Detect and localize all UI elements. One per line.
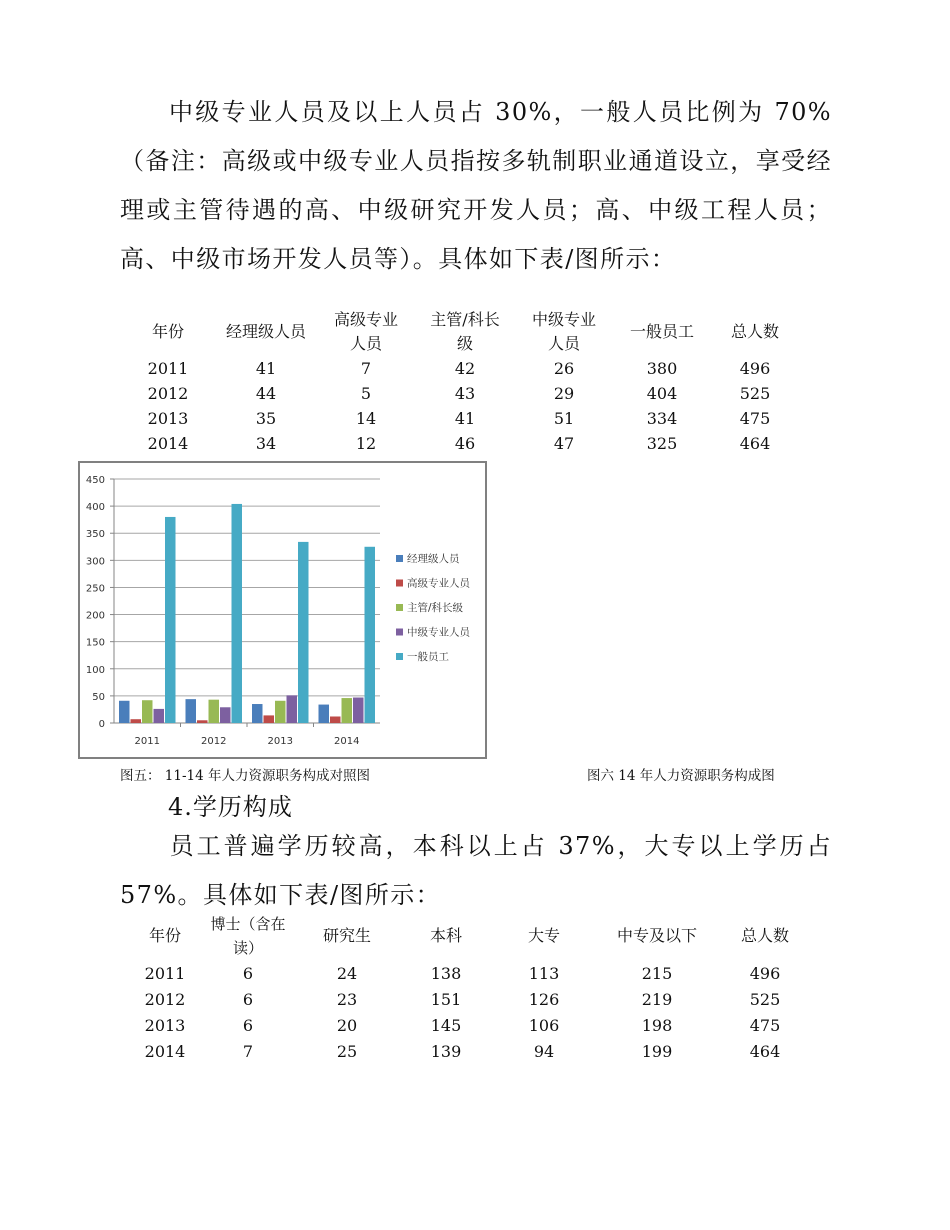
legend-label: 中级专业人员 [407,626,470,639]
y-tick-label: 250 [85,583,105,595]
bar [197,720,208,723]
table-header-total: 总人数 [740,926,789,945]
y-tick-label: 100 [85,664,105,676]
table-cell: 525 [739,384,771,403]
figure6-caption: 图六 14 年人力资源职务构成图 [587,768,775,784]
table-cell: 23 [336,989,358,1009]
table-header-secondary: 中专及以下 [616,926,697,945]
table-cell: 464 [749,1041,781,1061]
legend-label: 主管/科长级 [407,602,464,614]
table-cell: 126 [528,989,560,1009]
bar [186,699,197,723]
table-header-bachelor: 本科 [429,926,462,945]
table-cell: 219 [641,989,673,1009]
table-cell: 7 [360,359,372,378]
table-cell: 26 [553,359,575,378]
x-tick-label: 2013 [267,736,293,747]
y-tick-label: 0 [98,719,105,730]
bar [275,701,286,723]
legend-swatch [396,604,403,611]
bar [142,700,153,723]
legend-swatch [396,653,403,660]
bar [298,542,309,723]
table-cell: 7 [242,1041,254,1061]
table-cell: 6 [242,1015,254,1035]
education-paragraph [120,822,832,920]
table-cell: 94 [533,1041,555,1061]
section-heading-education: 4.学历构成 [168,793,293,821]
table-cell-year: 2012 [144,989,186,1009]
table-cell: 139 [430,1041,462,1061]
bar [209,700,220,723]
table-row [120,431,800,456]
legend-swatch [396,629,403,636]
bar [131,719,142,723]
y-tick-label: 150 [85,637,105,649]
table-header-master: 研究生 [322,926,371,945]
table-cell: 404 [646,384,678,403]
table-cell: 5 [360,384,372,403]
table-cell: 6 [242,989,254,1009]
y-tick-label: 350 [85,529,105,541]
table-header-college: 大专 [527,926,560,945]
table-cell-year: 2013 [144,1015,186,1035]
table-cell: 35 [255,409,277,428]
table-cell: 475 [739,409,771,428]
x-tick-label: 2014 [334,736,360,747]
table-cell: 198 [641,1015,673,1035]
table-cell: 44 [255,384,277,403]
chart-canvas [80,463,485,757]
table-row [120,960,820,986]
table-cell: 43 [454,384,476,403]
table-cell: 525 [749,989,781,1009]
legend-label: 高级专业人员 [407,577,470,590]
table-cell: 29 [553,384,575,403]
bar [353,698,364,723]
table-cell: 138 [430,963,462,983]
table-cell: 380 [646,359,678,378]
position-structure-table [120,308,800,456]
table-cell: 151 [430,989,462,1009]
table-cell: 334 [646,409,678,428]
table-row [120,406,800,431]
table-header-supervisor: 主管/科长级 [430,310,500,353]
table-row [120,986,820,1012]
x-tick-label: 2012 [201,736,227,747]
table-row [120,381,800,406]
table-cell: 145 [430,1015,462,1035]
table-cell: 199 [641,1041,673,1061]
y-tick-label: 300 [85,556,105,568]
y-tick-label: 200 [85,610,105,622]
bar [165,517,176,723]
table-cell: 475 [749,1015,781,1035]
figure5-caption: 图五： 11-14 年人力资源职务构成对照图 [120,768,371,784]
education-paragraph-text: 员工普遍学历较高，本科以上占 37%，大专以上学历占 57%。具体如下表/图所示： [120,832,832,909]
table-header-year: 年份 [151,322,184,341]
bar [342,698,353,723]
intro-paragraph-text: 中级专业人员及以上人员占 30%，一般人员比例为 70%（备注：高级或中级专业人员指按多轨制职业通道设立，享受经理或主管待遇的高、中级研究开发人员；高、中级工程人员；高、中级市场开发人员等）。具体如下表/图所示： [120,98,832,273]
table-cell-year: 2014 [147,434,189,453]
table-cell: 46 [454,434,476,453]
table-cell-year: 2013 [147,409,189,428]
table-header-total: 总人数 [730,322,779,341]
table-cell: 25 [336,1041,358,1061]
table-row [120,1038,820,1064]
y-tick-label: 50 [92,691,105,703]
table-row [120,356,800,381]
table-cell: 41 [454,409,476,428]
table-cell-year: 2011 [144,963,186,983]
legend-label: 经理级人员 [407,553,460,565]
table-cell-year: 2014 [144,1041,186,1061]
bar [119,701,130,723]
y-tick-label: 450 [85,475,105,486]
table-cell: 42 [454,359,476,378]
legend-swatch [396,580,403,587]
table-cell: 41 [255,359,277,378]
bar [220,707,231,723]
table-header-mid-pro: 中级专业人员 [531,310,596,353]
table-cell: 20 [336,1015,358,1035]
bar [154,709,165,723]
table-cell: 113 [528,963,560,983]
table-cell: 215 [641,963,673,983]
y-tick-label: 400 [85,502,105,514]
bar [330,716,341,723]
table-cell: 47 [553,434,575,453]
table-cell: 12 [355,434,377,453]
table-header-year: 年份 [148,926,181,945]
table-cell: 496 [739,359,771,378]
table-cell: 106 [528,1015,560,1035]
x-tick-label: 2011 [134,736,160,747]
table-cell: 6 [242,963,254,983]
table-header-general: 一般员工 [629,322,694,341]
bar [365,547,376,723]
table-header-senior-pro: 高级专业人员 [333,310,398,353]
bar [232,504,243,723]
table-header-manager: 经理级人员 [225,322,306,341]
table-row [120,1012,820,1038]
table-header-phd: 博士（含在读） [210,915,286,957]
table-cell: 51 [553,409,575,428]
table-cell: 24 [336,963,358,983]
intro-paragraph [120,88,832,284]
table-cell: 325 [646,434,678,453]
table-cell: 496 [749,963,781,983]
position-bar-chart [78,461,487,759]
bar [319,705,330,723]
bar [287,695,298,723]
legend-label: 一般员工 [407,651,449,663]
education-structure-table [120,912,820,1064]
table-cell: 464 [739,434,771,453]
table-cell: 14 [355,409,377,428]
bar [264,715,275,723]
legend-swatch [396,555,403,562]
bar [252,704,263,723]
table-cell: 34 [255,434,277,453]
table-cell-year: 2012 [147,384,189,403]
table-cell-year: 2011 [147,359,189,378]
